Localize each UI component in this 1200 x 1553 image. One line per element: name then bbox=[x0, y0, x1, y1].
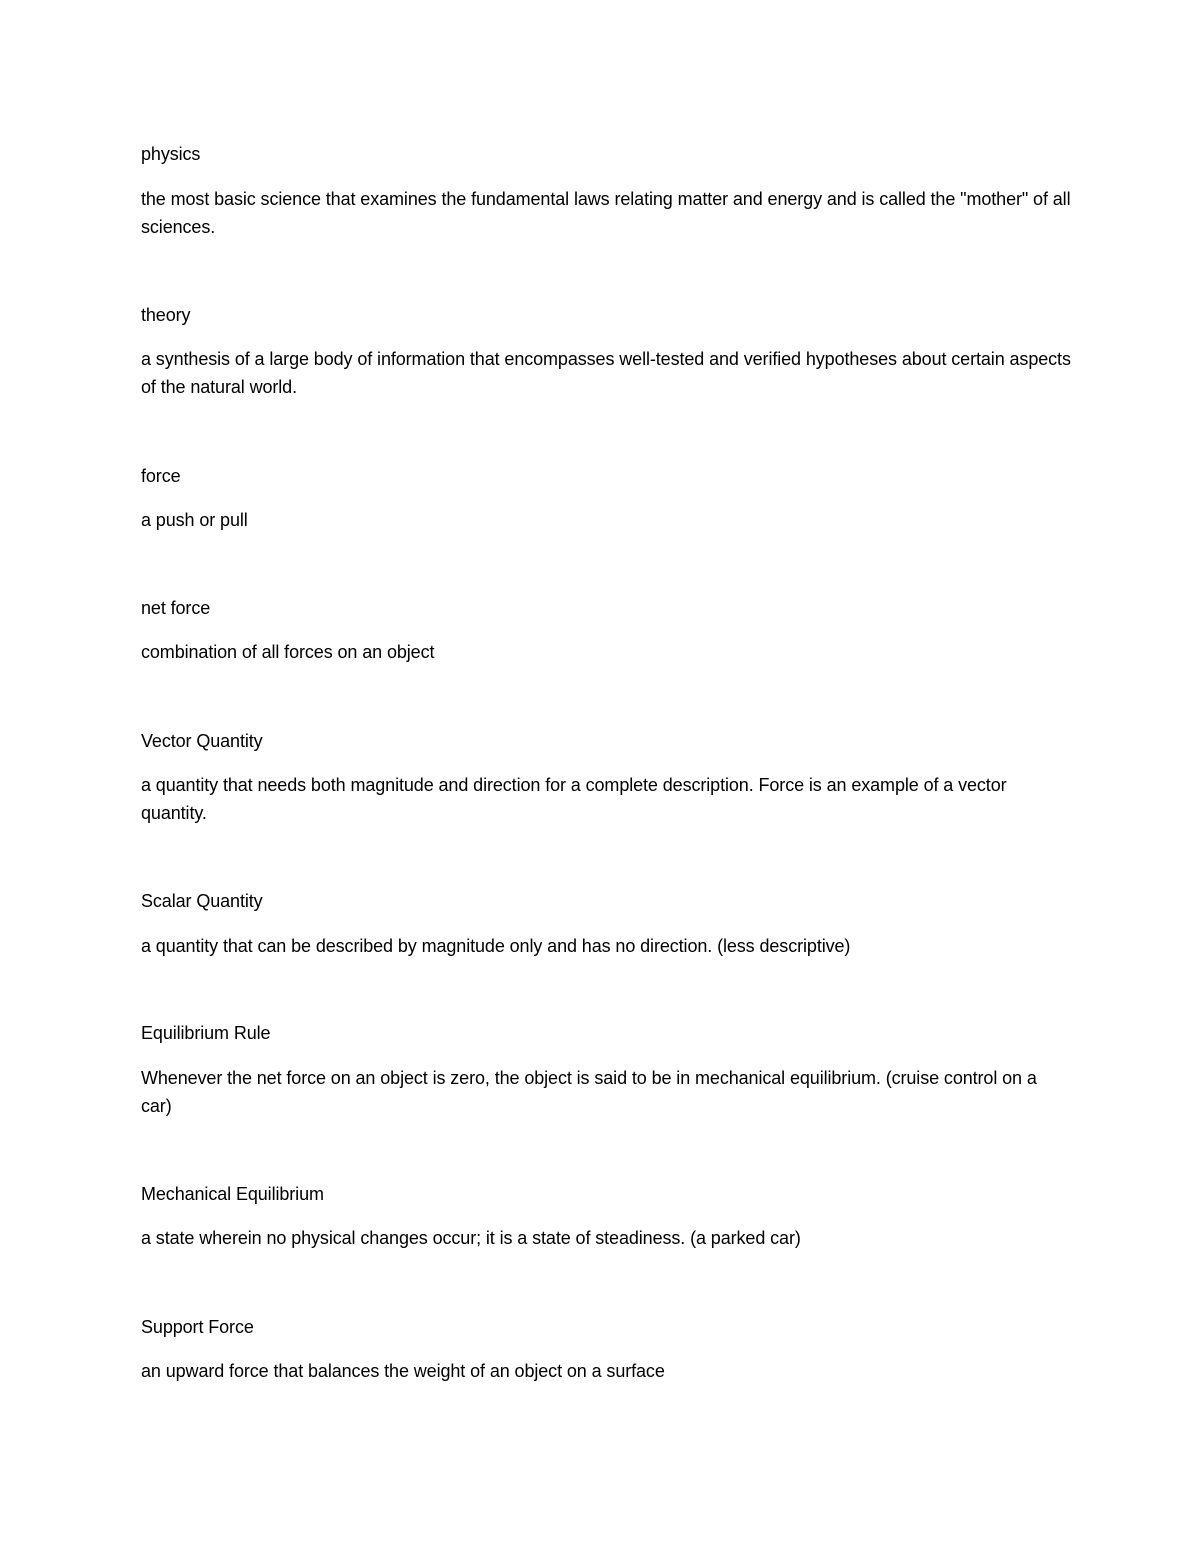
definition-vector-quantity: a quantity that needs both magnitude and direction for a complete description. Force is an example of a vector quantity. bbox=[141, 775, 1007, 823]
definition-scalar-quantity: a quantity that can be described by magnitude only and has no direction. (less descriptive) bbox=[141, 936, 851, 956]
term-physics: physics bbox=[141, 144, 201, 164]
term-equilibrium-rule: Equilibrium Rule bbox=[141, 1023, 271, 1043]
term-vector-quantity: Vector Quantity bbox=[141, 731, 263, 751]
term-support-force: Support Force bbox=[141, 1317, 254, 1337]
term-mechanical-equilibrium: Mechanical Equilibrium bbox=[141, 1184, 324, 1204]
definition-force: a push or pull bbox=[141, 510, 248, 530]
term-force: force bbox=[141, 466, 181, 486]
term-net-force: net force bbox=[141, 598, 211, 618]
term-scalar-quantity: Scalar Quantity bbox=[141, 891, 263, 911]
definition-physics: the most basic science that examines the fundamental laws relating matter and energy and is called the "mother" of all sciences. bbox=[141, 189, 1071, 237]
definition-theory: a synthesis of a large body of information that encompasses well-tested and verified hypotheses about certain aspects of the natural world. bbox=[141, 349, 1071, 397]
definition-equilibrium-rule: Whenever the net force on an object is zero, the object is said to be in mechanical equilibrium. (cruise control on a car) bbox=[141, 1068, 1037, 1116]
definition-support-force: an upward force that balances the weight of an object on a surface bbox=[141, 1361, 665, 1381]
term-theory: theory bbox=[141, 305, 191, 325]
definition-mechanical-equilibrium: a state wherein no physical changes occur; it is a state of steadiness. (a parked car) bbox=[141, 1228, 801, 1248]
definition-net-force: combination of all forces on an object bbox=[141, 642, 435, 662]
